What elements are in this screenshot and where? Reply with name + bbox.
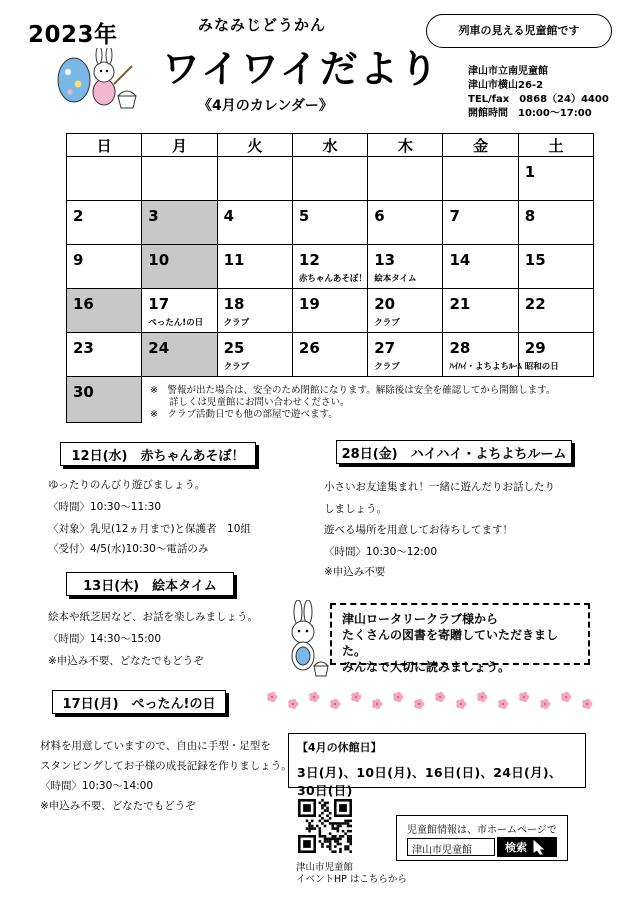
calendar-day-cell xyxy=(368,201,443,245)
cursor-hand-icon xyxy=(531,839,547,855)
calendar-week-row xyxy=(67,289,594,333)
day-number: 13 xyxy=(374,251,396,269)
year-label: 2023年 xyxy=(28,22,118,48)
weekday-header: 金 xyxy=(443,134,518,157)
weekday-header: 月 xyxy=(142,134,217,157)
calendar-day-cell xyxy=(217,201,292,245)
homepage-info-text: 児童館情報は、市ホームページで xyxy=(407,825,557,836)
note-line: 詳しくは児童館にお問い合わせください。 xyxy=(150,397,350,408)
calendar-day-cell xyxy=(443,201,518,245)
calendar-day-cell xyxy=(443,333,522,377)
cloud-text: 列車の見える児童館です xyxy=(458,24,580,37)
note-line: ※ 警報が出た場合は、安全のため閉館になります。解除後は安全を確認してから開館します。 xyxy=(150,385,556,396)
event-line: ※申込み不要、どなたでもどうぞ xyxy=(40,800,196,812)
day-number: 22 xyxy=(524,295,546,313)
day-number: 9 xyxy=(73,251,84,269)
weekday-header: 土 xyxy=(518,134,593,157)
calendar-day-cell xyxy=(518,245,593,289)
calendar-day-cell xyxy=(518,289,593,333)
day-event: 絵本タイム xyxy=(374,274,417,284)
calendar-day-cell xyxy=(368,245,443,289)
event-line: ゆったりのんびり遊びましょう。 xyxy=(48,479,206,491)
weekday-header-row xyxy=(67,134,594,157)
event-heading-13: 13日(木) 絵本タイム xyxy=(66,572,234,596)
calendar-notes xyxy=(150,385,555,421)
calendar-day-cell xyxy=(142,289,217,333)
flower-border xyxy=(262,688,598,714)
event-line: 小さいお友達集まれ！一緒に遊んだりお話したり xyxy=(324,481,555,493)
flower-icon xyxy=(288,699,298,710)
day-number: 11 xyxy=(223,251,245,269)
weekday-header: 日 xyxy=(67,134,142,157)
event-line: スタンピングしてお子様の成長記録を作りましょう。 xyxy=(40,760,292,772)
day-event: クラブ xyxy=(374,318,400,328)
day-event: 赤ちゃんあそぼ！ xyxy=(298,274,367,284)
calendar-table xyxy=(66,133,594,423)
event-line: 絵本や紙芝居など、お話を楽しみましょう。 xyxy=(48,611,258,623)
day-number: 14 xyxy=(449,251,471,269)
day-number: 21 xyxy=(449,295,471,313)
weekday-header: 木 xyxy=(368,134,443,157)
event-heading-12: 12日(水) 赤ちゃんあそぼ！ xyxy=(60,442,256,466)
calendar-day-cell xyxy=(67,333,142,377)
qr-code[interactable] xyxy=(298,799,352,853)
calendar-day-cell xyxy=(292,201,367,245)
calendar-day-cell xyxy=(368,333,443,377)
donation-line: みんなで大切に読みましょう。 xyxy=(342,660,511,674)
calendar-day-cell xyxy=(217,157,292,201)
day-number: 27 xyxy=(374,339,396,357)
flower-icon xyxy=(540,699,550,710)
bunny-painting-egg-illustration xyxy=(54,48,140,112)
event-line: 材料を用意していますので、自由に手型・足型を xyxy=(40,740,271,752)
day-number: 16 xyxy=(73,295,94,313)
holiday-box xyxy=(288,733,586,798)
day-event: クラブ xyxy=(374,362,400,372)
day-number: 28 xyxy=(449,339,471,357)
event-heading-17: 17日(月) ぺったん!の日 xyxy=(52,690,226,714)
search-field[interactable]: 津山市児童館 xyxy=(407,838,495,856)
day-number: 3 xyxy=(148,207,159,225)
day-number: 12 xyxy=(298,251,320,269)
facility-tel: TEL/fax 0868（24）4400 xyxy=(468,94,609,105)
qr-label-line: 津山市児童館 xyxy=(296,862,354,873)
event-line: 〈時間〉14:30～15:00 xyxy=(48,633,162,645)
facility-name: 津山市立南児童館 xyxy=(468,66,548,77)
search-button[interactable] xyxy=(497,837,557,857)
note-line: ※ クラブ活動日でも他の部屋で遊べます。 xyxy=(150,409,338,420)
bunny-with-basket-illustration xyxy=(276,600,330,682)
day-number: 19 xyxy=(298,295,320,313)
event-line: 〈時間〉10:30～14:00 xyxy=(40,780,154,792)
calendar-day-cell xyxy=(67,289,142,333)
calendar-day-cell xyxy=(67,377,142,423)
calendar-day-cell xyxy=(67,157,142,201)
day-event: クラブ xyxy=(223,362,250,372)
calendar-week-row xyxy=(67,333,594,377)
event-heading-28: 28日(金) ハイハイ・よちよちルーム xyxy=(336,440,572,464)
flower-icon xyxy=(582,699,592,710)
calendar-day-cell xyxy=(368,157,443,201)
calendar-day-cell xyxy=(217,289,292,333)
day-number: 18 xyxy=(223,295,245,313)
event-line: 〈時間〉10:30～12:00 xyxy=(324,546,438,558)
day-number: 17 xyxy=(148,295,170,313)
event-line: 遊べる場所を用意してお待ちしてます！ xyxy=(324,524,513,536)
event-line: ※申込み不要 xyxy=(324,566,386,578)
calendar-day-cell xyxy=(217,245,292,289)
donation-line: たくさんの図書を寄贈していただきました。 xyxy=(342,628,559,658)
calendar-day-cell xyxy=(518,157,593,201)
day-number: 20 xyxy=(374,295,396,313)
day-number: 2 xyxy=(73,207,84,225)
facility-address: 津山市横山26-2 xyxy=(468,80,544,91)
calendar-day-cell xyxy=(142,157,217,201)
day-number: 26 xyxy=(298,339,320,357)
flower-icon xyxy=(309,692,319,703)
day-event: クラブ xyxy=(223,318,250,328)
day-event: ぺったん!の日 xyxy=(148,318,204,328)
calendar-day-cell xyxy=(292,245,367,289)
day-number: 4 xyxy=(223,207,235,225)
qr-label-line: イベントHP はこちらから xyxy=(296,874,407,885)
day-number: 15 xyxy=(524,251,546,269)
flower-icon xyxy=(561,692,571,703)
donation-notice xyxy=(330,603,590,674)
holiday-dates: 3日(月)、10日(月)、16日(日)、24日(月)、30日(日) xyxy=(297,765,562,798)
day-number: 25 xyxy=(223,339,245,357)
homepage-info-box xyxy=(396,815,568,861)
flower-icon xyxy=(393,692,403,703)
flower-icon xyxy=(351,692,361,703)
event-line: しましょう。 xyxy=(324,503,387,515)
calendar-day-cell xyxy=(292,157,367,201)
day-number: 7 xyxy=(449,207,460,225)
calendar-day-cell xyxy=(292,333,367,377)
day-number: 1 xyxy=(524,163,536,181)
calendar-day-cell xyxy=(518,333,593,377)
newsletter-title: ワイワイだより xyxy=(162,47,440,91)
flower-icon xyxy=(498,699,508,710)
flower-icon xyxy=(414,699,424,710)
opening-hours: 開館時間 10:00～17:00 xyxy=(468,108,592,119)
calendar-month-label: 《4月のカレンダー》 xyxy=(198,98,333,114)
day-number: 6 xyxy=(374,207,385,225)
flower-icon xyxy=(477,692,487,703)
day-number: 29 xyxy=(524,339,546,357)
weekday-header: 水 xyxy=(292,134,367,157)
day-event: 昭和の日 xyxy=(524,362,559,372)
flower-icon xyxy=(267,692,277,703)
calendar-day-cell xyxy=(368,289,443,333)
day-number: 5 xyxy=(298,207,310,225)
calendar-day-cell xyxy=(67,245,142,289)
day-number: 23 xyxy=(73,339,94,357)
flower-icon xyxy=(330,699,340,710)
calendar-day-cell xyxy=(292,289,367,333)
flower-icon xyxy=(372,699,382,710)
donation-line: 津山ロータリークラブ様から xyxy=(342,612,499,626)
day-number: 8 xyxy=(524,207,536,225)
calendar-day-cell xyxy=(217,333,292,377)
calendar-day-cell xyxy=(443,157,518,201)
kana-title: みなみじどうかん xyxy=(198,16,327,34)
day-number: 24 xyxy=(148,339,170,357)
event-line: ※申込み不要、どなたでもどうぞ xyxy=(48,655,204,667)
day-number: 10 xyxy=(148,251,170,269)
search-button-label: 検索 xyxy=(505,841,527,854)
weekday-header: 火 xyxy=(217,134,292,157)
calendar-day-cell xyxy=(142,201,217,245)
event-line: 〈受付〉4/5(水)10:30～電話のみ xyxy=(48,543,209,555)
calendar-day-cell xyxy=(443,245,518,289)
flower-icon xyxy=(435,692,445,703)
qr-label xyxy=(296,862,407,886)
event-line: 〈時間〉10:30～11:30 xyxy=(48,501,162,513)
calendar-day-cell xyxy=(67,201,142,245)
day-event: ﾊｲﾊｲ・よちよちﾙｰﾑ xyxy=(449,362,522,372)
calendar-week-row xyxy=(67,157,594,201)
calendar-week-row xyxy=(67,201,594,245)
flower-icon xyxy=(519,692,529,703)
event-line: 〈対象〉乳児(12ヵ月まで)と保護者 10組 xyxy=(48,523,251,535)
holiday-title: 【4月の休館日】 xyxy=(297,741,382,754)
calendar-day-cell xyxy=(142,333,217,377)
calendar-day-cell xyxy=(443,289,518,333)
calendar-day-cell xyxy=(142,245,217,289)
calendar-week-row xyxy=(67,245,594,289)
calendar-day-cell xyxy=(518,201,593,245)
day-number: 30 xyxy=(73,383,94,401)
flower-icon xyxy=(456,699,466,710)
